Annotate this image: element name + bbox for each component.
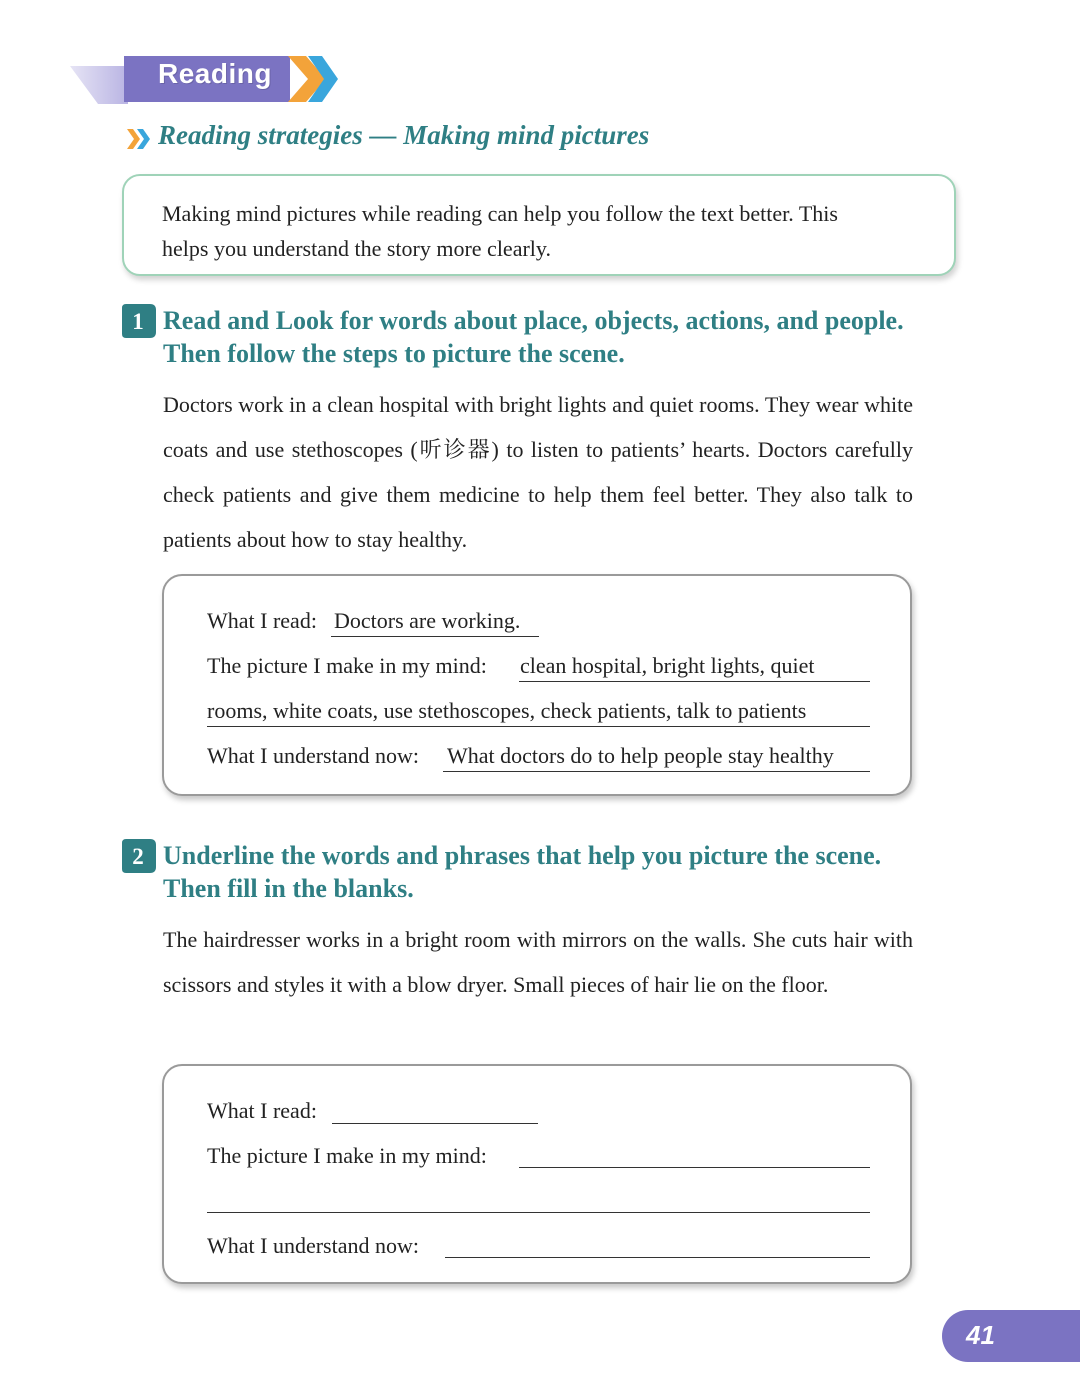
- what-i-read-answer: Doctors are working.: [334, 608, 521, 633]
- answer-blank[interactable]: [332, 1123, 538, 1124]
- picture-answer-line-1: clean hospital, bright lights, quiet: [520, 653, 815, 678]
- exercise-1-title: [163, 304, 963, 370]
- intro-line-1: Making mind pictures while reading can help you follow the text better. This: [162, 201, 838, 226]
- exercise-1-response-box: [162, 574, 912, 796]
- exercise-2-title-line-1: Underline the words and phrases that help you picture the scene.: [163, 841, 882, 870]
- answer-underline: [207, 726, 870, 727]
- section-label: Reading: [158, 58, 272, 89]
- understand-label: What I understand now:: [207, 743, 419, 768]
- picture-answer-line-2: rooms, white coats, use stethoscopes, check patients, talk to patients: [207, 698, 807, 723]
- intro-line-2: helps you understand the story more clearly.: [162, 236, 551, 261]
- what-i-read-label: What I read:: [207, 1098, 317, 1123]
- strategy-title: Reading strategies — Making mind pictures: [158, 120, 650, 150]
- answer-underline: [443, 771, 870, 772]
- exercise-2-title: [163, 839, 963, 905]
- exercise-1-title-line-2: Then follow the steps to picture the scene.: [163, 339, 625, 368]
- svg-text:1: 1: [132, 309, 144, 334]
- intro-box: [122, 174, 956, 276]
- answer-underline: [331, 636, 539, 637]
- svg-text:2: 2: [132, 844, 144, 869]
- answer-blank[interactable]: [207, 1212, 870, 1213]
- understand-label: What I understand now:: [207, 1233, 419, 1258]
- answer-blank[interactable]: [445, 1257, 870, 1258]
- picture-label: The picture I make in my mind:: [207, 1143, 487, 1168]
- understand-answer: What doctors do to help people stay healthy: [447, 743, 834, 768]
- intro-text: [162, 196, 932, 266]
- page-number: 41: [966, 1320, 995, 1350]
- exercise-number-badge: [120, 837, 158, 875]
- exercise-2-passage: The hairdresser works in a bright room with mirrors on the walls. She cuts hair with scissors and styles it with a blow dryer. Small pieces of hair lie on the floor.: [163, 927, 913, 997]
- exercise-2-response-box: [162, 1064, 912, 1284]
- double-chevron-icon: [126, 126, 152, 152]
- exercise-1-passage: Doctors work in a clean hospital with bright lights and quiet rooms. They wear white coats and use stethoscopes (听诊器) to listen to patients’ hearts. Doctors carefully check patients and give them medicine to help them feel better. They also talk to patients about how to stay healthy.: [163, 392, 913, 552]
- answer-blank[interactable]: [519, 1167, 870, 1168]
- exercise-2-title-line-2: Then fill in the blanks.: [163, 874, 414, 903]
- page-number-tab: [942, 1310, 1080, 1362]
- exercise-number-badge: [120, 302, 158, 340]
- picture-label: The picture I make in my mind:: [207, 653, 487, 678]
- answer-underline: [519, 681, 870, 682]
- exercise-1-title-line-1: Read and Look for words about place, objects, actions, and people.: [163, 306, 904, 335]
- what-i-read-label: What I read:: [207, 608, 317, 633]
